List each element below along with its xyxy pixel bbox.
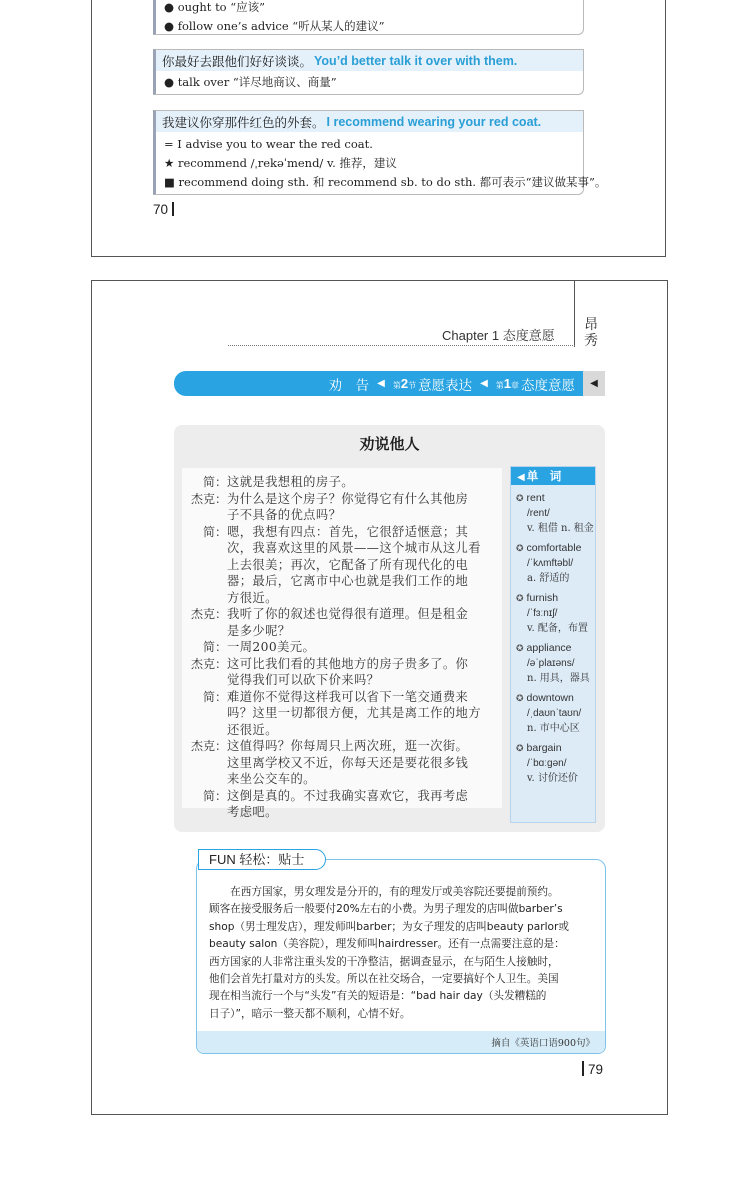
vocab-item — [516, 641, 596, 686]
triangle-left-icon: ◀ — [480, 378, 488, 389]
vocab-phonetic: /ˈbɑːgən/ — [527, 758, 567, 769]
fun-tips-line: shop（男士理发店），理发师叫barber；为女子理发的店叫beauty parlor或 — [209, 920, 569, 933]
vocab-phonetic: /rent/ — [527, 508, 550, 519]
dialog-speaker — [182, 672, 227, 689]
dialog-text: 是多少呢？ — [227, 623, 291, 638]
dialog-speaker — [182, 540, 227, 557]
phrase-chinese: 我建议你穿那件红色的外套。 — [162, 114, 325, 130]
bullet-icon: ✪ — [516, 593, 524, 603]
vocab-word: ✪ comfortable — [516, 542, 582, 554]
dialog-line — [182, 705, 502, 722]
vocab-item — [516, 591, 596, 636]
dialog-text: 次，我喜欢这里的风景——这个城市从这儿看 — [227, 541, 481, 555]
phrase-english: I recommend wearing your red coat. — [326, 114, 542, 129]
phrase-heading — [156, 111, 583, 132]
vocab-header: ◀ 单 词 — [511, 467, 595, 485]
dialog-text: 一周200美元。 — [227, 640, 316, 654]
dialog-speaker: 简： — [202, 689, 227, 704]
breadcrumb-chapter: 态度意愿 — [521, 377, 575, 394]
fun-tips-text — [209, 884, 597, 1023]
vocab-phonetic: /ˈkʌmftəbl/ — [527, 558, 574, 569]
dialog-speaker — [182, 804, 227, 821]
dialog-card — [174, 425, 605, 832]
dialog-text: 这值得吗？你每周只上两次班，逛一次街。 — [227, 739, 469, 753]
vocab-definition: v. 讨价还价 — [527, 773, 578, 784]
phrase-box-2 — [153, 49, 584, 95]
phrase-heading — [156, 50, 583, 71]
dialog-line — [182, 722, 502, 739]
vocab-definition: v. 租借 n. 租金 — [527, 523, 594, 534]
breadcrumb-section: 意愿表达 — [418, 377, 473, 394]
dialog-speaker — [182, 722, 227, 739]
vocab-word: ✪ appliance — [516, 642, 572, 654]
speaker-icon: ◀ — [517, 472, 525, 483]
fun-tips-title: FUN 轻松：贴士 — [198, 849, 326, 870]
dialog-line — [182, 606, 502, 623]
dialog-text: 这里离学校又不近，你每天还是要花很多钱 — [227, 755, 469, 770]
fun-tips-line: 西方国家的人非常注重头发的干净整洁，据调查显示，在与陌生人接触时， — [209, 955, 559, 968]
phrase-box-1 — [153, 0, 584, 35]
dialog-text: 这可比我们看的其他地方的房子贵多了。你 — [227, 656, 469, 671]
phrase-note: ● ought to “应该” — [164, 0, 266, 14]
fun-footer — [197, 1031, 605, 1053]
dialog-line — [182, 804, 502, 821]
dialog-text: 这倒是真的。不过我确实喜欢它，我再考虑 — [227, 788, 469, 803]
chapter-label: Chapter 1 态度意愿 — [442, 328, 555, 343]
current-page — [91, 280, 668, 1115]
dialog-speaker — [182, 623, 227, 640]
dialog-speaker: 杰克： — [190, 491, 227, 506]
dialog-line — [182, 540, 502, 557]
dialog-text: 吗？这里一切都很方便，尤其是离工作的地方 — [227, 706, 481, 720]
dialog-text: 器；最后，它离市中心也就是我们工作的地 — [227, 574, 469, 588]
triangle-left-icon: ◀ — [583, 371, 605, 396]
dialog-text: 难道你不觉得这样我可以省下一笔交通费来 — [227, 689, 469, 704]
bullet-icon: ✪ — [516, 643, 524, 653]
vocab-word: ✪ rent — [516, 492, 545, 504]
vocab-panel — [510, 466, 596, 823]
dialog-text: 考虑吧。 — [227, 805, 278, 819]
bullet-icon: ✪ — [516, 743, 524, 753]
triangle-left-icon: ◀ — [377, 378, 385, 389]
previous-page — [91, 0, 666, 257]
phrase-english: You’d better talk it over with them. — [314, 53, 518, 68]
dialog-title: 劝说他人 — [359, 435, 420, 453]
dialog-text: 还很近。 — [227, 722, 278, 737]
vocab-word: ✪ furnish — [516, 592, 559, 604]
dialog-line — [182, 474, 502, 491]
dialog-line — [182, 639, 502, 656]
vocab-phonetic: /ˈfɜːnɪʃ/ — [527, 608, 558, 619]
dialog-speaker — [182, 590, 227, 607]
dialog-speaker — [182, 771, 227, 788]
phrase-note: ■ recommend doing sth. 和 recommend sb. to do sth. 都可表示“建议做某事”。 — [164, 175, 607, 189]
bullet-icon: ✪ — [516, 493, 524, 503]
dialog-speaker — [182, 705, 227, 722]
chapter-number: 第1章 — [495, 376, 519, 391]
phrase-chinese: 你最好去跟他们好好谈谈。 — [162, 53, 313, 69]
page-number: 79 — [582, 1061, 603, 1077]
dialog-text: 上去很美；再次，它配备了所有现代化的电 — [227, 557, 469, 572]
vocab-item — [516, 741, 596, 786]
vocab-definition: n. 用具，器具 — [527, 673, 590, 684]
dialog-speaker: 简： — [202, 788, 227, 803]
fun-tips-line: 日子）”，暗示一整天都不顺利，心情不好。 — [209, 1007, 411, 1020]
vocab-definition: a. 舒适的 — [527, 573, 570, 584]
vocab-definition: v. 配备，布置 — [527, 623, 588, 634]
phrase-box-3 — [153, 110, 607, 195]
fun-tips-line: 在西方国家，男女理发是分开的，有的理发厅或美容院还要提前预约。 — [209, 886, 559, 898]
bullet-icon: ✪ — [516, 543, 524, 553]
dialog-line — [182, 672, 502, 689]
vocab-phonetic: /əˈplaɪəns/ — [527, 658, 575, 669]
dialog-speaker: 简： — [202, 640, 227, 654]
vocab-phonetic: /ˌdaʊnˈtaʊn/ — [527, 708, 582, 719]
dialog-text: 方很近。 — [227, 590, 278, 605]
dialog-speaker — [182, 507, 227, 524]
dialog-speaker: 简： — [202, 524, 227, 539]
dialog-text: 嗯，我想有四点：首先，它很舒适惬意；其 — [227, 524, 469, 539]
dialog-line — [182, 656, 502, 673]
fun-tips-line: beauty salon（美容院），理发师叫hairdresser。还有一点需要注意的是： — [209, 938, 565, 951]
vocab-item — [516, 491, 596, 536]
dialog-speaker: 简： — [202, 475, 227, 489]
vocab-word: ✪ downtown — [516, 692, 574, 704]
dialog-text: 为什么是这个房子？你觉得它有什么其他房 — [227, 491, 469, 506]
page-number: 70 — [153, 202, 174, 217]
vocab-item — [516, 541, 596, 586]
dialog-text: 来坐公交车的。 — [227, 772, 316, 786]
breadcrumb — [174, 371, 605, 396]
dialog-line — [182, 590, 502, 607]
dialog-text: 子不具备的优点吗？ — [227, 508, 342, 522]
breadcrumb-bar — [174, 371, 583, 396]
dialog-line — [182, 573, 502, 590]
dialog-line — [182, 507, 502, 524]
dialog-line — [182, 771, 502, 788]
dialog-speaker — [182, 573, 227, 590]
dialog-line — [182, 524, 502, 541]
dialog-text: 我听了你的叙述也觉得很有道理。但是租金 — [227, 607, 469, 621]
fun-tips-line: 顾客在接受服务后一般要付20%左右的小费。为男子理发的店叫做barber’s — [209, 903, 563, 916]
section-number: 第2节 — [392, 376, 417, 391]
dialog-line — [182, 738, 502, 755]
phrase-note: = I advise you to wear the red coat. — [164, 137, 373, 151]
dialog-speaker: 杰克： — [190, 656, 227, 671]
vocab-word: ✪ bargain — [516, 742, 562, 754]
dialog-line — [182, 689, 502, 706]
dialog-line — [182, 623, 502, 640]
dialog-speaker: 杰克： — [190, 607, 227, 621]
breadcrumb-current: 劝 告 — [328, 377, 370, 394]
fun-tips-line: 他们会首先打量对方的头发。所以在社交场合，一定要搞好个人卫生。美国 — [209, 972, 559, 985]
dialog-line — [182, 755, 502, 772]
dialog-line — [182, 557, 502, 574]
brand-mark: 昂 秀 — [584, 317, 598, 349]
phrase-note: ★ recommend /ˌrekəˈmend/ v. 推荐，建议 — [164, 156, 397, 170]
vocab-definition: n. 市中心区 — [527, 723, 580, 734]
dialog-line — [182, 491, 502, 508]
vocab-item — [516, 691, 596, 736]
dialog-line — [182, 788, 502, 805]
header-rule — [228, 345, 575, 346]
dialog-speaker — [182, 755, 227, 772]
fun-tips-line: 现在相当流行一个与“头发”有关的短语是：“bad hair day（头发糟糕的 — [209, 990, 547, 1003]
dialog-body — [182, 468, 502, 819]
phrase-note: ● follow one’s advice “听从某人的建议” — [164, 19, 385, 33]
source-citation: 摘自《英语口语900句》 — [491, 1038, 595, 1049]
phrase-note: ● talk over “详尽地商议、商量” — [164, 75, 337, 89]
header-divider — [574, 281, 575, 347]
bullet-icon: ✪ — [516, 693, 524, 703]
dialog-speaker: 杰克： — [190, 739, 227, 753]
dialog-text: 觉得我们可以砍下价来吗？ — [227, 673, 380, 687]
dialog-text: 这就是我想租的房子。 — [227, 475, 354, 489]
dialog-speaker — [182, 557, 227, 574]
fun-tips-box — [196, 859, 606, 1054]
